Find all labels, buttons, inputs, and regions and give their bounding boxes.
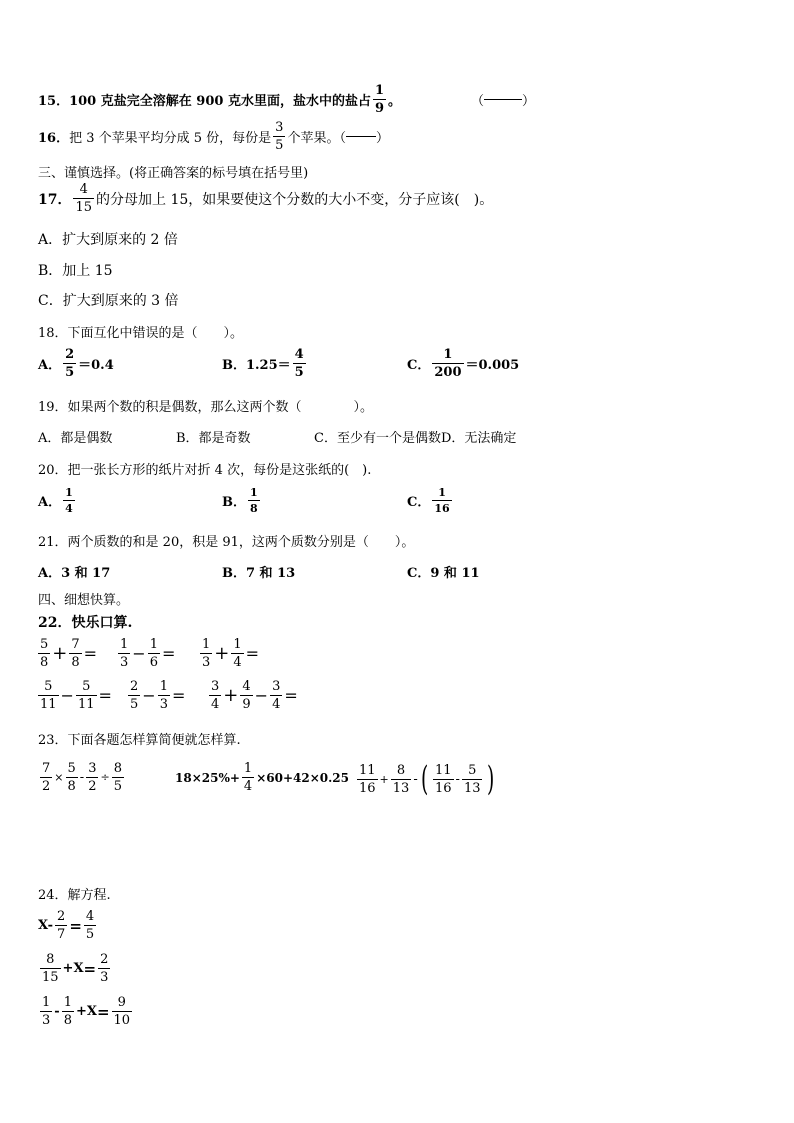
fraction: 4 5 [294, 347, 304, 380]
option-label: A． [38, 358, 62, 373]
fraction: 2 5 [130, 679, 139, 712]
fraction: $\frac{4}{5}$ [85, 909, 95, 942]
equals: = [245, 644, 260, 663]
fraction: $\frac{7}{2}$ [42, 761, 51, 794]
mental-math-expr [126, 680, 185, 711]
fraction: $\frac{2}{7}$ [57, 909, 66, 942]
left-paren: ( [420, 759, 428, 799]
equation-2 [38, 953, 112, 984]
fraction: 11 16 [359, 762, 376, 796]
fraction: 11 16 [434, 762, 452, 796]
operator: + [223, 685, 239, 706]
fraction: 5 13 [463, 762, 481, 796]
fraction: $\frac{4}{9}$ [242, 679, 251, 712]
answer-blank[interactable] [346, 136, 376, 137]
equals: = [284, 686, 298, 705]
option-a[interactable]: A．3 和 17 [38, 566, 111, 581]
fraction: 3 4 [211, 679, 220, 712]
expr-text: +X [75, 1004, 97, 1019]
option-a[interactable] [38, 348, 114, 379]
fraction: 5 11 [40, 679, 57, 712]
operator: - [413, 771, 418, 787]
operator: − [60, 686, 74, 705]
mental-math-expr [198, 638, 259, 669]
operator: ÷ [100, 771, 110, 784]
fraction: 1 8 [250, 486, 258, 515]
operator: − [142, 686, 156, 705]
question-text: 100 克盐完全溶解在 900 克水里面，盐水中的盐占 [69, 94, 371, 109]
section-heading-3: 三、谨慎选择。(将正确答案的标号填在括号里) [38, 166, 309, 181]
operator: + [379, 772, 389, 786]
expr-text: +X [62, 961, 84, 976]
question-19: 19．如果两个数的积是偶数，那么这两个数（ ）。 [38, 400, 374, 415]
option-b[interactable]: B．7 和 13 [222, 566, 296, 581]
fraction: 1 200 [434, 347, 462, 380]
option-a[interactable] [38, 487, 77, 514]
fraction: $\frac{3}{2}$ [88, 761, 97, 794]
fraction: $\frac{7}{8}$ [71, 637, 80, 670]
fraction: $\frac{8}{5}$ [113, 761, 122, 794]
expr-text: 18×25%+ [175, 770, 240, 785]
question-text-end: 。 [388, 94, 402, 109]
fraction: 4 15 [75, 182, 93, 215]
operator: - [54, 1004, 60, 1019]
option-b[interactable] [222, 487, 262, 514]
mental-math-expr [207, 680, 298, 711]
option-b[interactable]: B．都是奇数 [176, 431, 251, 446]
simplify-expr-2 [175, 762, 349, 793]
fraction: 2 5 [65, 347, 75, 380]
operator: + [52, 643, 68, 664]
expr-text: X- [38, 918, 54, 933]
question-22-title: 22．快乐口算. [38, 615, 133, 631]
question-15 [38, 84, 535, 115]
question-20: 20．把一张长方形的纸片对折 4 次，每份是这张纸的( ). [38, 463, 372, 478]
option-text: ＝0.005 [465, 358, 520, 373]
question-23-title: 23．下面各题怎样算简便就怎样算. [38, 733, 241, 748]
fraction: 5 8 [40, 637, 49, 670]
option-b[interactable]: B．加上 15 [38, 263, 113, 279]
question-text: 把 3 个苹果平均分成 5 份，每份是 [69, 131, 272, 146]
answer-paren-close: ） [375, 131, 389, 146]
simplify-expr-3 [355, 759, 498, 799]
fraction: $\frac{2}{3}$ [100, 952, 109, 985]
simplify-expr-1 [38, 762, 126, 793]
question-16 [38, 121, 389, 152]
mental-math-expr [36, 680, 112, 711]
equals: = [83, 644, 98, 663]
option-label: C． [407, 358, 431, 373]
fraction: 1 3 [202, 637, 211, 670]
expr-text: ×60+42×0.25 [256, 770, 349, 785]
option-label: C． [407, 495, 431, 510]
option-c-d[interactable]: C．至少有一个是偶数D．无法确定 [314, 431, 517, 446]
option-c[interactable]: C．9 和 11 [407, 566, 480, 581]
option-c[interactable] [407, 348, 519, 379]
option-c[interactable]: C．扩大到原来的 3 倍 [38, 293, 179, 309]
fraction: 1 3 [120, 637, 129, 670]
fraction: 1 8 [63, 995, 72, 1028]
equals: = [69, 916, 82, 935]
operator: − [254, 686, 269, 705]
operator: − [132, 644, 146, 663]
option-label: A． [38, 495, 62, 510]
fraction: $\frac{5}{11}$ [77, 679, 95, 712]
equals: = [171, 686, 186, 705]
question-21: 21．两个质数的和是 20，积是 91，这两个质数分别是（ ）。 [38, 535, 415, 550]
question-number: 16． [38, 131, 70, 146]
fraction: 1 4 [65, 486, 73, 515]
equation-3 [38, 996, 134, 1027]
operator: + [214, 643, 230, 664]
fraction: $\frac{1}{3}$ [159, 679, 168, 712]
fraction: $\frac{8}{13}$ [392, 762, 410, 796]
answer-paren-open: （ [471, 94, 485, 109]
fraction: 3 5 [275, 120, 284, 153]
fraction: 1 16 [434, 486, 450, 515]
option-c[interactable] [407, 487, 454, 514]
operator: × [54, 771, 64, 784]
fraction: 8 15 [42, 952, 59, 985]
fraction: $\frac{9}{10}$ [113, 995, 131, 1028]
section-heading-4: 四、细想快算。 [38, 593, 130, 608]
option-a[interactable]: A．扩大到原来的 2 倍 [38, 232, 178, 248]
fraction: $\frac{1}{4}$ [243, 761, 253, 794]
fraction: 1 3 [42, 995, 51, 1028]
equals: = [161, 644, 176, 663]
question-number: 17． [38, 191, 72, 208]
fraction: $\frac{1}{6}$ [149, 637, 158, 670]
fraction: $\frac{3}{4}$ [272, 679, 281, 712]
answer-paren-close: ） [522, 94, 536, 109]
option-a[interactable]: A．都是偶数 [38, 431, 113, 446]
option-b[interactable] [222, 348, 308, 379]
answer-blank[interactable] [484, 99, 522, 100]
question-17 [38, 183, 493, 214]
question-18: 18．下面互化中错误的是（ ）。 [38, 326, 244, 341]
option-label: B．1.25＝ [222, 358, 291, 373]
option-text: ＝0.4 [78, 358, 114, 373]
equals: = [98, 686, 112, 705]
equation-1 [38, 910, 98, 941]
mental-math-expr [36, 638, 97, 669]
fraction: $\frac{5}{8}$ [67, 761, 76, 794]
option-label: B． [222, 495, 246, 510]
question-24-title: 24．解方程. [38, 888, 111, 903]
fraction: 1 9 [374, 83, 384, 116]
question-text-end: 个苹果。（ [287, 131, 346, 146]
right-paren: ) [487, 759, 495, 799]
mental-math-expr [116, 638, 175, 669]
question-text: 的分母加上 15，如果要使这个分数的大小不变，分子应该( )。 [96, 191, 494, 208]
operator: - [79, 770, 85, 785]
fraction: $\frac{1}{4}$ [233, 637, 242, 670]
equals: = [83, 959, 97, 978]
question-number: 15． [38, 94, 70, 109]
equals: = [96, 1002, 110, 1021]
operator: - [455, 771, 460, 787]
